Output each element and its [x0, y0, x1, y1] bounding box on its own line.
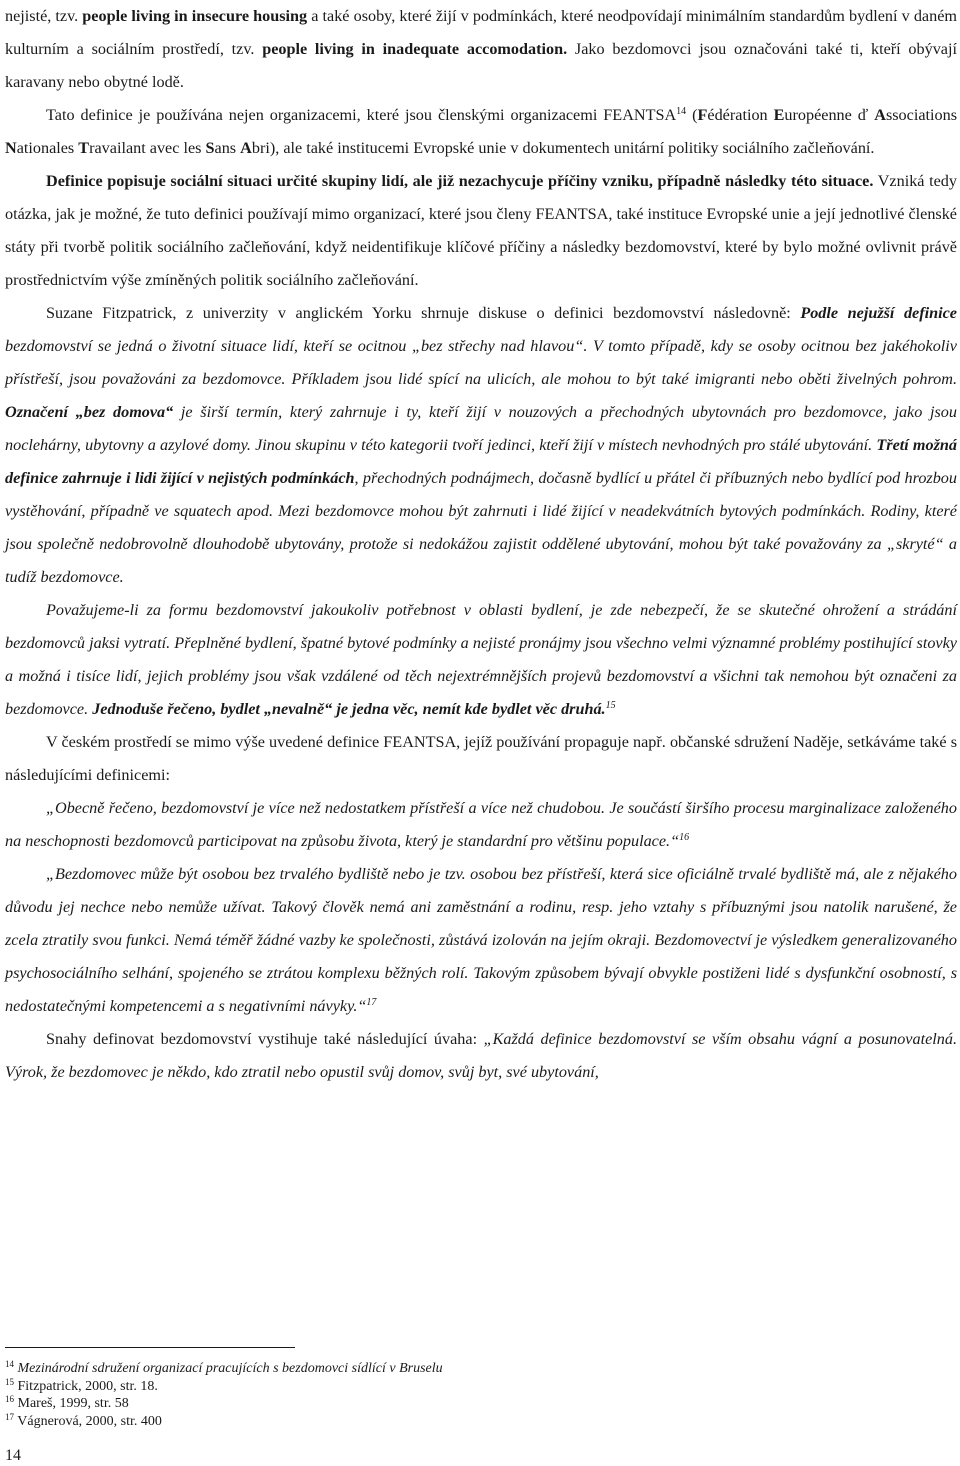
text-run: ssociations [885, 106, 957, 124]
text-run: T [78, 139, 90, 157]
footnote-14: $^{14}$ Mezinárodní sdružení organizací pracujících s bezdomovci sídlící v Bruselu [5, 1359, 443, 1376]
paragraph-9 [5, 1023, 957, 1089]
text-run: F [697, 106, 708, 124]
text-run: ravailant avec les [89, 139, 206, 157]
text-run: „Každá definice bezdomovství se vším obsahu vágní a posunovatelná. Výrok, že bezdomovec je někdo, kdo ztratil nebo opustil svůj domov, svůj byt, své ubytování, [5, 1030, 957, 1081]
paragraph-2 [5, 99, 957, 165]
text-run: a také osoby, které žijí v podmínkách, které neodpovídají minimálním standardům bydlení v daném kulturním a sociálním prostředí, tzv. [5, 7, 957, 58]
text-run: ationales [16, 139, 79, 157]
text-run: Označení „bez domova“ [5, 403, 174, 421]
paragraph-4 [5, 297, 957, 594]
paragraph-5 [5, 594, 957, 726]
text-run: ans [214, 139, 241, 157]
text-run: ( [686, 106, 698, 124]
footnote-reference: 15 [605, 700, 616, 711]
text-run: Jako bezdomovci jsou označováni také ti, kteří obývají karavany nebo obytné lodě. [5, 40, 957, 91]
text-run: Suzane Fitzpatrick, z univerzity v anglickém Yorku shrnuje diskuse o definici bezdomovství následovně: [46, 304, 801, 322]
paragraph-6 [5, 726, 957, 792]
text-run: people living in insecure housing [82, 7, 308, 25]
footnote-separator [5, 1347, 295, 1348]
paragraph-8 [5, 858, 957, 1023]
footnote-reference: 16 [679, 832, 690, 843]
text-run: Definice popisuje sociální situaci určité skupiny lidí, ale již nezachycuje příčiny vzniku, případně následky této situace. [46, 172, 874, 190]
text-run: Jednoduše řečeno, bydlet „nevalně“ je jedna věc, nemít kde bydlet věc druhá. [92, 700, 606, 718]
paragraph-3 [5, 165, 957, 297]
text-run: nejisté, tzv. [5, 7, 83, 25]
text-run: A [240, 139, 252, 157]
paragraph-1 [5, 0, 957, 99]
text-run: Snahy definovat bezdomovství vystihuje také následující úvaha: [46, 1030, 484, 1048]
text-run: Tato definice je používána nejen organizacemi, které jsou členskými organizacemi FEANTSA [46, 106, 677, 124]
footnote-16: $^{16}$ Mareš, 1999, str. 58 [5, 1394, 129, 1412]
paragraph-7 [5, 792, 957, 858]
footnote-15: $^{15}$ Fitzpatrick, 2000, str. 18. [5, 1376, 158, 1394]
text-run: Třetí možná definice zahrnuje i lidi žijící v nejistých podmínkách [5, 436, 957, 487]
text-run: Považujeme-li za formu bezdomovství jakoukoliv potřebnost v oblasti bydlení, je zde nebezpečí, že se skutečné ohrožení a strádání bezdomovců jaksi vytratí. Přeplněné bydlení, špatné bytové podmínky a nejisté pronájmy jsou všechno velmi významné problémy postihující stovky a možná i tisíce lidí, jejich problémy jsou však vzdálené od těch nejextrémnějších projevů bezdomovství a všichni tak nemohou být označeni za bezdomovce. [5, 601, 957, 718]
text-run: V českém prostředí se mimo výše uvedené definice FEANTSA, jejíž používání propaguje např. občanské sdružení Naděje, setkáváme také s následujícími definicemi: [5, 733, 957, 784]
text-run: „Bezdomovec může být osobou bez trvalého bydliště nebo je tzv. osobou bez přístřeší, která sice oficiálně trvalé bydliště má, ale z nějakého důvodu jej nechce nebo nemůže užívat. Takový člověk nemá ani zaměstnání a rodinu, resp. jeho vztahy s příbuznými jsou natolik narušené, že zcela ztratily svou funkci. Nemá téměř žádné vazby ke společnosti, zůstává izolován na jejím okraji. Bezdomovectví je výsledkem generalizovaného psychosociálního selhání, spojeného se ztrátou komplexu běžných rolí. Takovým způsobem bývají obvykle postiženi lidé s dysfunkční osobností, s nedostatečnými kompetencemi a s negativními návyky.“ [5, 865, 957, 1015]
text-run: uropéenne ď [784, 106, 875, 124]
footnote-reference: 14 [676, 106, 687, 117]
page-number: 14 [5, 1447, 21, 1464]
text-run: édération [707, 106, 774, 124]
text-run: S [205, 139, 215, 157]
text-run: Podle nejužší definice [800, 304, 957, 322]
text-run: bezdomovství se jedná o životní situace lidí, kteří se ocitnou „bez střechy nad hlavou“. V tomto případě, kdy se osoby ocitnou bez jakéhokoliv přístřeší, jsou považováni za bezdomovce. Příkladem jsou lidé spící na ulicích, ale mohou to být také imigranti nebo oběti živelných pohrom. [5, 337, 957, 388]
text-run: E [773, 106, 785, 124]
text-run: „Obecně řečeno, bezdomovství je více než nedostatkem přístřeší a více než chudobou. Je součástí širšího procesu marginalizace založeného na neschopnosti bezdomovců participovat na způsobu života, který je standardní pro většinu populace.“ [5, 799, 957, 850]
text-run: A [874, 106, 886, 124]
text-run: N [5, 139, 17, 157]
text-run: je širší termín, který zahrnuje i ty, kteří žijí v nouzových a přechodných ubytovnách pro bezdomovce, jako jsou noclehárny, ubytovny a azylové domy. Jinou skupinu v této kategorii tvoří jedinci, kteří žijí v místech nevhodných pro stálé ubytování. [5, 403, 957, 454]
text-run: Vzniká tedy otázka, jak je možné, že tuto definici používají mimo organizací, které jsou členy FEANTSA, také instituce Evropské unie a její jednotlivé členské státy při tvorbě politik sociálního začleňování, když neidentifikuje klíčové příčiny a následky bezdomovství, které by bylo možné ovlivnit právě prostřednictvím výše zmíněných politik sociálního začleňování. [5, 172, 957, 289]
text-run: bri), ale také institucemi Evropské unie v dokumentech unitární politiky sociálního začleňování. [251, 139, 875, 157]
footnote-17: $^{17}$ Vágnerová, 2000, str. 400 [5, 1411, 162, 1429]
text-run: , přechodných podnájmech, dočasně bydlící u přátel či příbuzných nebo bydlící pod hrozbou vystěhování, případně ve squatech apod. Mezi bezdomovce mohou být zahrnuti i lidé žijící v neadekvátních bytových podmínkách. Rodiny, které jsou společně nedobrovolně dlouhodobě ubytovány, protože si nedokážou zajistit oddělené ubytování, mohou být také považovány za „skryté“ a tudíž bezdomovce. [5, 469, 957, 586]
footnotes [5, 1347, 605, 1430]
document-page [5, 0, 957, 1089]
footnote-reference: 17 [366, 997, 377, 1008]
text-run: people living in inadequate accomodation. [262, 40, 568, 58]
